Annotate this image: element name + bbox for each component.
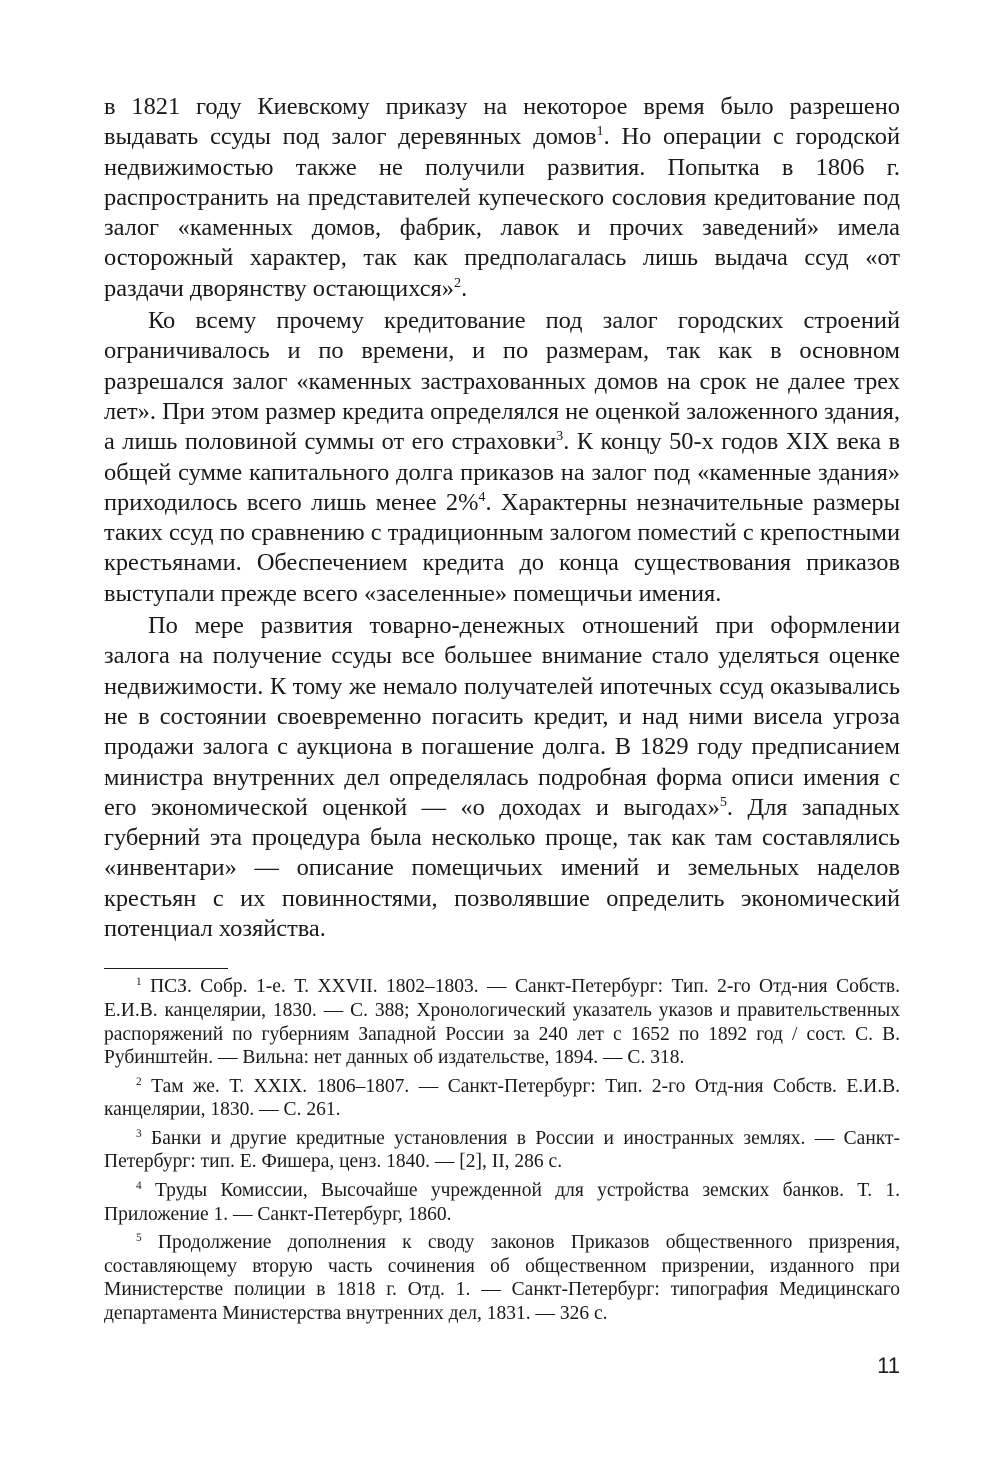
paragraph-3: По мере развития товарно-денежных отношений при оформлении залога на получение ссуды все большее внимание стало уделяться оценке недвижимости. К тому же немало получателей ипотечных ссуд оказывались не в состоянии своевременно погасить кредит, и над ними висела угроза продажи залога с аукциона в погашение долга. В 1829 году предписанием министра внутренних дел определялась подробная форма описи имения с его экономической оценкой — «о доходах и выгодах»$^5$. Для западных губерний эта процедура была несколько проще, так как там составлялись «инвентари» — описание помещичьих имений и земельных наделов крестьян с их повинностями, позволявшие определить экономический потенциал хозяйства. xyxy=(104,612,900,943)
footnote-ref-2[interactable]: 2 xyxy=(453,275,462,292)
paragraph-2: Ко всему прочему кредитование под залог городских строений ограничивалось и по времени, и по размерам, так как в основном разрешался залог «каменных застрахованных домов на срок не далее трех лет». При этом размер кредита определялся не оценкой заложенного здания, а лишь половиной суммы от его страховки$^3$. К концу 50-х годов XIX века в общей сумме капитального долга приказов на залог под «каменные здания» приходилось всего лишь менее 2%$^4$. Характерны незначительные размеры таких ссуд по сравнению с традиционным залогом поместий с крепостными крестьянами. Обеспечением кредита до конца существования приказов выступали прежде всего «заселенные» помещичьи имения. xyxy=(104,307,900,607)
footnote-ref-4[interactable]: 4 xyxy=(478,489,486,506)
paragraph-1: в 1821 году Киевскому приказу на некоторое время было разрешено выдавать ссуды под залог деревянных домов$^1$. Но операции с городской недвижимостью также не получили развития. Попытка в 1806 г. распространить на представителей купеческого сословия кредитование под залог «каменных домов, фабрик, лавок и прочих заведений» имела осторожный характер, так как предполагалась лишь выдача ссуд «от раздачи дворянству остающихся»$^2$. xyxy=(104,93,900,302)
book-page xyxy=(104,92,900,1326)
footnotes xyxy=(104,975,900,1325)
footnote-3: $^3$ Банки и другие кредитные установления в России и иностранных землях. — Санкт-Петербург: тип. Е. Фишера, ценз. 1840. — [2], II, 286 с. xyxy=(104,1127,900,1173)
footnote-ref-3[interactable]: 3 xyxy=(556,428,564,445)
footnote-5: $^5$ Продолжение дополнения к своду законов Приказов общественного призрения, составляющему вторую часть сочинения об общественном призрении, изданного при Министерстве полиции в 1818 г. Отд. 1. — Санкт-Петербург: типография Медицинскаго департамента Министерства внутренних дел, 1831. — 326 с. xyxy=(104,1232,900,1325)
footnote-2: $^2$ Там же. Т. XXIX. 1806–1807. — Санкт-Петербург: Тип. 2-го Отд-ния Собств. Е.И.В. канцелярии, 1830. — С. 261. xyxy=(104,1075,901,1121)
footnote-ref-1[interactable]: 1 xyxy=(596,123,604,140)
footnote-divider xyxy=(104,968,228,969)
main-text xyxy=(104,92,900,944)
page-number: 11 xyxy=(877,1353,900,1378)
footnote-4: $^4$ Труды Комиссии, Высочайше учрежденной для устройства земских банков. Т. 1. Приложение 1. — Санкт-Петербург, 1860. xyxy=(104,1180,900,1225)
footnote-ref-5[interactable]: 5 xyxy=(719,794,727,811)
footnote-1: $^1$ ПСЗ. Собр. 1-е. Т. XXVII. 1802–1803. — Санкт-Петербург: Тип. 2-го Отд-ния Собств. Е.И.В. канцелярии, 1830. — С. 388; Хронологический указатель указов и правительственных распоряжений по губерниям Западной России за 240 лет с 1652 по 1892 год / сост. С. В. Рубинштейн. — Вильна: нет данных об издательстве, 1894. — С. 318. xyxy=(104,976,901,1069)
